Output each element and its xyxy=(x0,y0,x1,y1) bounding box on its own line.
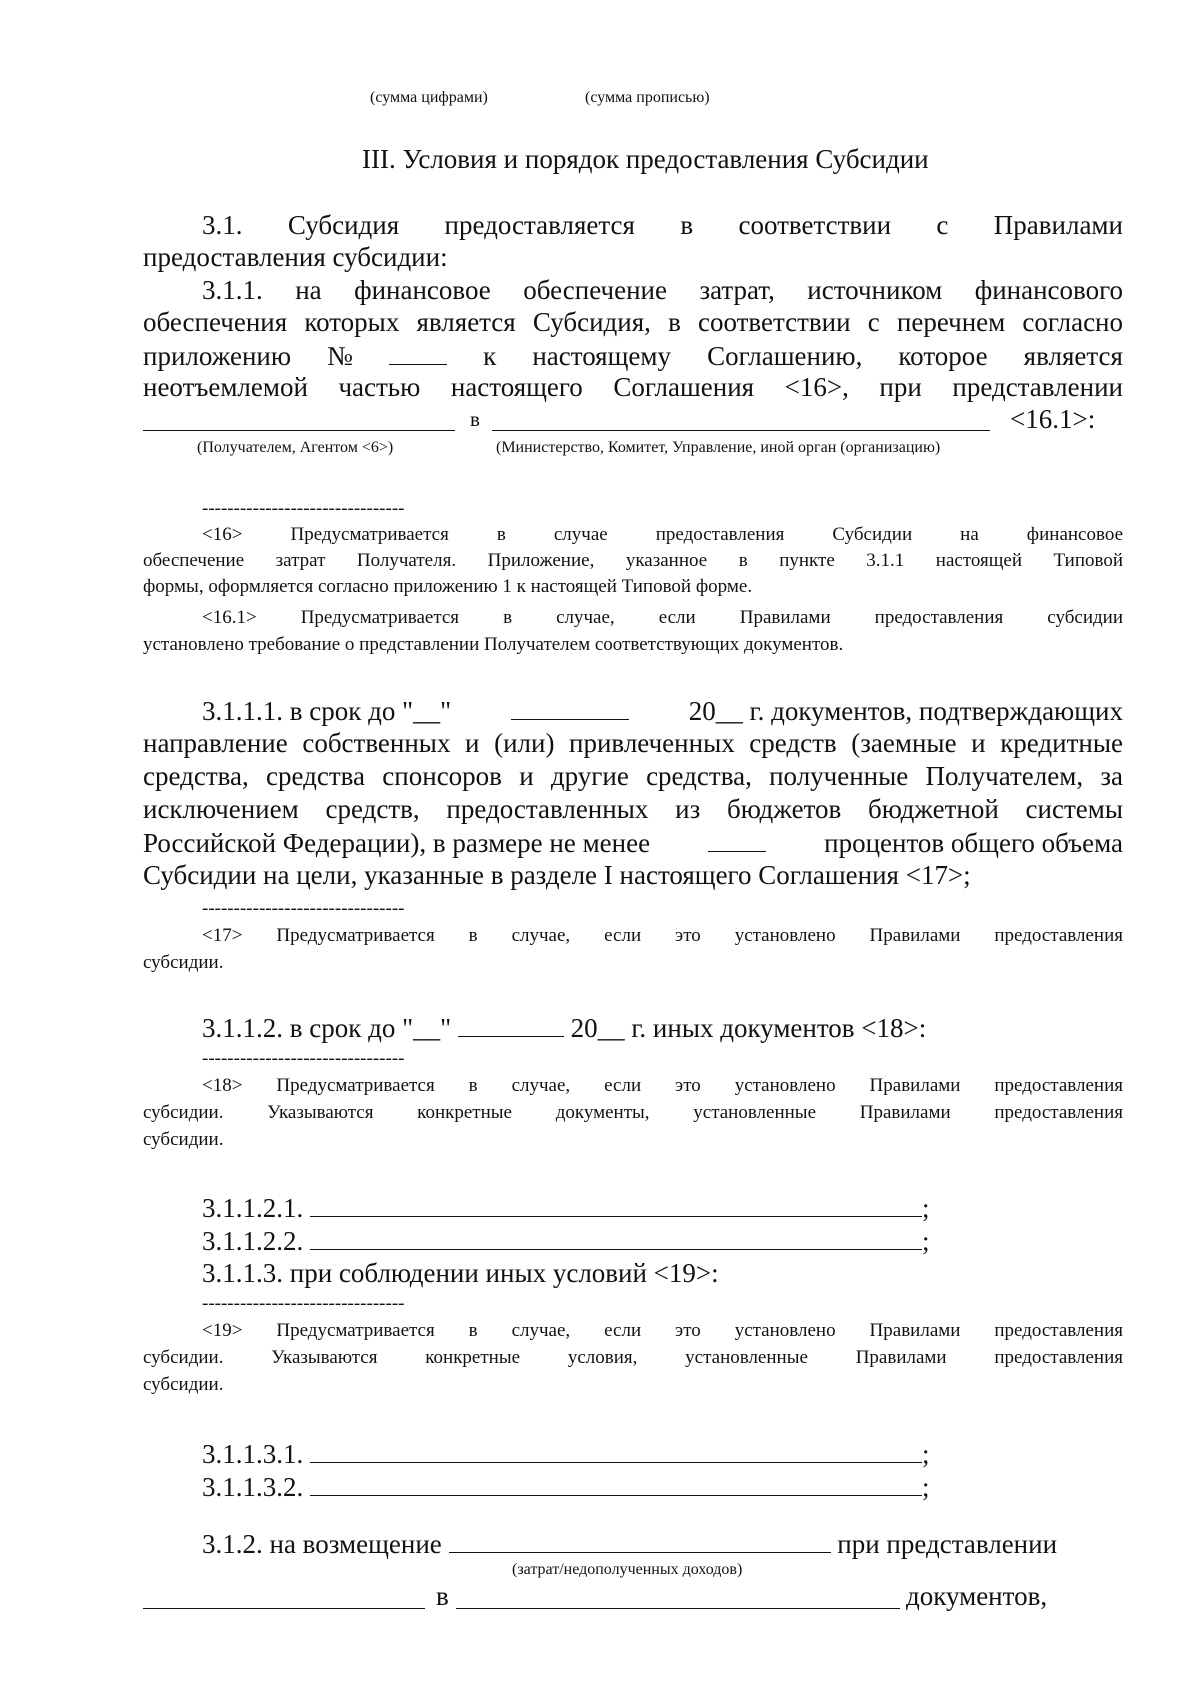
paragraph-3-1-1-1-line6: Субсидии на цели, указанные в разделе I настоящего Соглашения <17>; xyxy=(143,860,971,890)
p311-word: к xyxy=(483,341,497,371)
footnote-16-line2: обеспечение затрат Получателя. Приложение, указанное в пункте 3.1.1 настоящей Типовой xyxy=(143,550,1123,571)
item-end: ; xyxy=(922,1226,930,1256)
p31-word: Субсидия xyxy=(287,210,400,240)
p31-word: Правилами xyxy=(993,210,1123,240)
item-end: ; xyxy=(922,1439,930,1469)
recipient-blank[interactable] xyxy=(143,430,455,431)
footnote-separator: -------------------------------- xyxy=(202,1048,405,1069)
p311-word: № xyxy=(327,341,353,371)
p3111-end: 20__ г. документов, подтверждающих xyxy=(688,696,1123,726)
item-number: 3.1.1.3.2. xyxy=(202,1472,304,1502)
footnote-17-line1: <17> Предусматривается в случае, если это установлено Правилами предоставления xyxy=(202,925,1123,946)
footnote-16-1-line2: установлено требование о представлении Получателем соответствующих документов. xyxy=(143,634,844,655)
caption-ministry: (Министерство, Комитет, Управление, иной орган (организацию) xyxy=(496,439,941,456)
footnote-16-line1: <16> Предусматривается в случае предоставления Субсидии на финансовое xyxy=(202,524,1123,545)
item-number: 3.1.1.2.2. xyxy=(202,1226,304,1256)
p3112-end: 20__ г. иных документов <18>: xyxy=(570,1013,927,1043)
p311-in: в xyxy=(470,407,480,431)
p31-word: соответствии xyxy=(738,210,892,240)
p31-word: с xyxy=(936,210,949,240)
item-3-1-1-3-1 xyxy=(202,1437,930,1470)
footnote-18-line2: субсидии. Указываются конкретные документы, установленные Правилами предоставления xyxy=(143,1102,1123,1123)
p311-word: которое xyxy=(898,341,988,371)
paragraph-3-1-1-line1: 3.1.1. на финансовое обеспечение затрат, источником финансового xyxy=(202,275,1123,305)
item-number: 3.1.1.2.1. xyxy=(202,1193,304,1223)
deadline-month-blank[interactable] xyxy=(511,694,629,720)
footnote-19-line2: субсидии. Указываются конкретные условия, установленные Правилами предоставления xyxy=(143,1347,1123,1368)
caption-sum-words: (сумма прописью) xyxy=(585,89,710,106)
caption-costs: (затрат/недополученных доходов) xyxy=(512,1561,743,1578)
item-3-1-1-2-2 xyxy=(202,1224,930,1257)
p3112-start: 3.1.1.2. в срок до "__" xyxy=(202,1013,452,1043)
paragraph-3-1-2-line1 xyxy=(202,1527,1057,1560)
footnote-18-line1: <18> Предусматривается в случае, если это установлено Правилами предоставления xyxy=(202,1075,1123,1096)
footnote-19-line3: субсидии. xyxy=(143,1374,224,1395)
p3111-start: 3.1.1.1. в срок до "__" xyxy=(202,696,452,726)
paragraph-3-1-1-line3 xyxy=(143,339,1123,372)
footnote-19-line1: <19> Предусматривается в случае, если это установлено Правилами предоставления xyxy=(202,1320,1123,1341)
recipient-blank-2[interactable] xyxy=(143,1608,425,1609)
p311-word: Соглашению, xyxy=(707,341,863,371)
paragraph-3-1-1-1-line5 xyxy=(143,826,1123,859)
p312-end: при представлении xyxy=(837,1529,1058,1559)
paragraph-3-1-1-3: 3.1.1.3. при соблюдении иных условий <19>: xyxy=(202,1258,719,1288)
paragraph-3-1-1-line2: обеспечения которых является Субсидия, в соответствии с перечнем согласно xyxy=(143,307,1123,337)
item-end: ; xyxy=(922,1472,930,1502)
caption-sum-digits: (сумма цифрами) xyxy=(370,89,488,106)
paragraph-3-1-1-1-line3: средства, средства спонсоров и другие средства, полученные Получателем, за xyxy=(143,761,1123,791)
paragraph-3-1-1-1-line1 xyxy=(202,694,1123,727)
footnote-ref-16-1: <16.1>: xyxy=(1010,404,1096,434)
paragraph-3-1-1-1-line2: направление собственных и (или) привлеченных средств (заемные и кредитные xyxy=(143,728,1123,758)
p312-start: 3.1.2. на возмещение xyxy=(202,1529,442,1559)
footnote-18-line3: субсидии. xyxy=(143,1129,224,1150)
footnote-separator: -------------------------------- xyxy=(202,898,405,919)
item-3-1-1-2-1 xyxy=(202,1191,930,1224)
p31-word: 3.1. xyxy=(202,210,243,240)
footnote-separator: -------------------------------- xyxy=(202,1293,405,1314)
document-blank-1[interactable] xyxy=(310,1191,922,1217)
item-3-1-1-3-2 xyxy=(202,1470,930,1503)
item-number: 3.1.1.3.1. xyxy=(202,1439,304,1469)
footnote-17-line2: субсидии. xyxy=(143,952,224,973)
paragraph-3-1-1-line4: неотъемлемой частью настоящего Соглашения <16>, при представлении xyxy=(143,372,1123,402)
section-title: III. Условия и порядок предоставления Субсидии xyxy=(362,144,929,174)
condition-blank-1[interactable] xyxy=(310,1437,922,1463)
footnote-16-1-line1: <16.1> Предусматривается в случае, если Правилами предоставления субсидии xyxy=(202,607,1123,628)
caption-recipient: (Получателем, Агентом <6>) xyxy=(197,439,394,456)
p311-word: является xyxy=(1023,341,1123,371)
paragraph-3-1-1-2 xyxy=(202,1011,926,1044)
p3111-line5-start: Российской Федерации), в размере не менее xyxy=(143,828,651,858)
p31-word: в xyxy=(680,210,694,240)
document-blank-2[interactable] xyxy=(310,1224,922,1250)
p312-in: в xyxy=(436,1581,449,1611)
ministry-blank[interactable] xyxy=(492,430,990,431)
footnote-separator: -------------------------------- xyxy=(202,498,405,519)
p312-documents: документов, xyxy=(906,1581,1048,1611)
costs-blank[interactable] xyxy=(449,1527,831,1553)
paragraph-3-1-1-1-line4: исключением средств, предоставленных из бюджетов бюджетной системы xyxy=(143,794,1123,824)
item-end: ; xyxy=(922,1193,930,1223)
paragraph-3-1-line1 xyxy=(202,209,1123,241)
appendix-number-blank[interactable] xyxy=(389,339,447,365)
p31-word: предоставляется xyxy=(444,210,635,240)
footnote-16-line3: формы, оформляется согласно приложению 1 к настоящей Типовой форме. xyxy=(143,576,753,597)
p311-word: настоящему xyxy=(532,341,671,371)
ministry-blank-2[interactable] xyxy=(456,1608,900,1609)
p3111-line5-end: процентов общего объема xyxy=(824,828,1123,858)
percent-blank[interactable] xyxy=(708,826,766,852)
condition-blank-2[interactable] xyxy=(310,1470,922,1496)
deadline-month-blank-2[interactable] xyxy=(458,1011,564,1037)
paragraph-3-1-line2: предоставления субсидии: xyxy=(143,242,448,272)
p311-word: приложению xyxy=(143,341,292,371)
